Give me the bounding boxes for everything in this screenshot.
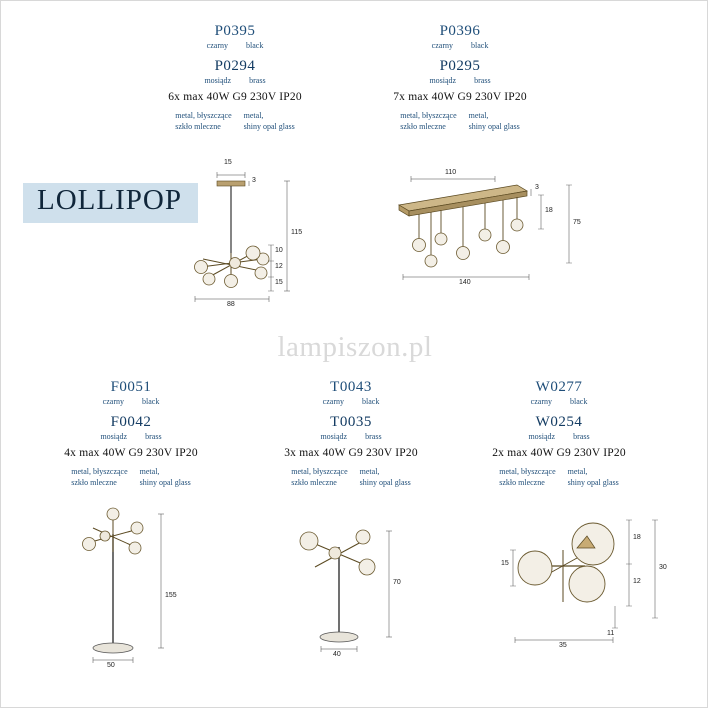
color-label-en: brass <box>365 432 382 441</box>
product-code-black: F0051 <box>110 379 152 395</box>
watermark: lampiszon.pl <box>277 331 433 363</box>
dim-total-height: 75 <box>573 219 581 226</box>
product-materials <box>350 110 570 132</box>
product-materials <box>125 110 345 132</box>
drawing-f0051 <box>61 506 191 676</box>
dim-base: 40 <box>333 651 341 658</box>
product-color-row-brass <box>125 76 345 86</box>
color-label-en: brass <box>573 432 590 441</box>
product-tech-spec: 7x max 40W G9 230V IP20 <box>393 91 527 103</box>
material-metal-en: metal, <box>567 467 588 476</box>
color-label-en: black <box>246 41 264 50</box>
dim-right-mid: 12 <box>633 578 641 585</box>
material-glass-en: shiny opal glass <box>359 478 411 487</box>
product-color-row-black <box>449 397 669 407</box>
dim-width: 140 <box>459 279 471 286</box>
product-materials <box>21 466 241 488</box>
product-code-brass: P0295 <box>439 58 481 74</box>
material-glass-pl: szkło mleczne <box>400 122 446 131</box>
color-label-pl: czarny <box>322 397 344 406</box>
product-spec-f0051 <box>21 379 241 488</box>
product-code-black: W0277 <box>535 379 583 395</box>
product-materials <box>241 466 461 488</box>
product-color-row-black <box>21 397 241 407</box>
dim-height: 155 <box>165 592 177 599</box>
product-code-black: P0396 <box>439 23 481 39</box>
drawing-p0396 <box>389 167 589 297</box>
color-label-en: black <box>142 397 160 406</box>
dim-b: 12 <box>275 263 283 270</box>
color-label-en: black <box>471 41 489 50</box>
product-code-brass: T0035 <box>330 414 372 430</box>
color-label-en: brass <box>145 432 162 441</box>
dim-drop: 18 <box>545 207 553 214</box>
product-spec-w0277 <box>449 379 669 488</box>
product-tech-spec: 2x max 40W G9 230V IP20 <box>492 447 626 459</box>
material-glass-en: shiny opal glass <box>243 122 295 131</box>
product-spec-p0395 <box>125 23 345 132</box>
dim-rod: 3 <box>535 184 539 191</box>
color-label-pl: czarny <box>102 397 124 406</box>
color-label-pl: mosiądz <box>100 432 128 441</box>
product-tech-spec: 3x max 40W G9 230V IP20 <box>284 447 418 459</box>
material-metal-en: metal, <box>468 111 489 120</box>
color-label-pl: czarny <box>431 41 453 50</box>
product-code-black: T0043 <box>330 379 372 395</box>
material-metal-en: metal, <box>243 111 264 120</box>
product-spec-t0043 <box>241 379 461 488</box>
color-label-pl: mosiądz <box>429 76 457 85</box>
drawing-p0395 <box>191 159 341 308</box>
drawing-t0043 <box>289 519 419 664</box>
color-label-pl: mosiądz <box>528 432 556 441</box>
material-glass-pl: szkło mleczne <box>175 122 221 131</box>
product-tech-spec: 6x max 40W G9 230V IP20 <box>168 91 302 103</box>
color-label-en: brass <box>474 76 491 85</box>
product-color-row-brass <box>241 432 461 442</box>
dim-height: 70 <box>393 579 401 586</box>
product-color-row-black <box>241 397 461 407</box>
material-glass-pl: szkło mleczne <box>291 478 337 487</box>
product-color-row-black <box>125 41 345 51</box>
dim-left: 15 <box>501 560 509 567</box>
material-glass-en: shiny opal glass <box>139 478 191 487</box>
dim-total-height: 115 <box>291 229 303 236</box>
color-label-pl: czarny <box>530 397 552 406</box>
material-metal-pl: metal, błyszczące <box>291 467 348 476</box>
product-color-row-black <box>350 41 570 51</box>
dim-c: 15 <box>275 279 283 286</box>
product-spec-p0396 <box>350 23 570 132</box>
product-code-brass: W0254 <box>535 414 583 430</box>
product-code-brass: F0042 <box>110 414 152 430</box>
material-glass-pl: szkło mleczne <box>71 478 117 487</box>
dim-width: 88 <box>227 301 235 308</box>
dim-top-width: 15 <box>224 159 232 166</box>
color-label-en: black <box>362 397 380 406</box>
color-label-pl: mosiądz <box>204 76 232 85</box>
dim-bottom-small: 11 <box>607 630 615 637</box>
product-color-row-brass <box>350 76 570 86</box>
product-color-row-brass <box>21 432 241 442</box>
color-label-en: brass <box>249 76 266 85</box>
material-glass-en: shiny opal glass <box>567 478 619 487</box>
material-metal-pl: metal, błyszczące <box>499 467 556 476</box>
product-code-brass: P0294 <box>214 58 256 74</box>
color-label-en: black <box>570 397 588 406</box>
dim-bar-width: 110 <box>445 169 457 176</box>
material-glass-en: shiny opal glass <box>468 122 520 131</box>
dim-right-top: 18 <box>633 534 641 541</box>
product-color-row-brass <box>449 432 669 442</box>
product-materials <box>449 466 669 488</box>
product-code-black: P0395 <box>214 23 256 39</box>
material-metal-pl: metal, błyszczące <box>175 111 232 120</box>
material-metal-pl: metal, błyszczące <box>71 467 128 476</box>
material-metal-pl: metal, błyszczące <box>400 111 457 120</box>
material-metal-en: metal, <box>139 467 160 476</box>
dim-base: 50 <box>107 662 115 669</box>
product-tech-spec: 4x max 40W G9 230V IP20 <box>64 447 198 459</box>
material-metal-en: metal, <box>359 467 380 476</box>
dim-rod: 3 <box>252 177 256 184</box>
dim-width: 35 <box>559 642 567 649</box>
brand-logo: LOLLIPOP <box>37 184 182 216</box>
drawing-w0277 <box>489 506 669 656</box>
color-label-pl: mosiądz <box>320 432 348 441</box>
material-glass-pl: szkło mleczne <box>499 478 545 487</box>
dim-a: 10 <box>275 247 283 254</box>
dim-right-total: 30 <box>659 564 667 571</box>
color-label-pl: czarny <box>206 41 228 50</box>
